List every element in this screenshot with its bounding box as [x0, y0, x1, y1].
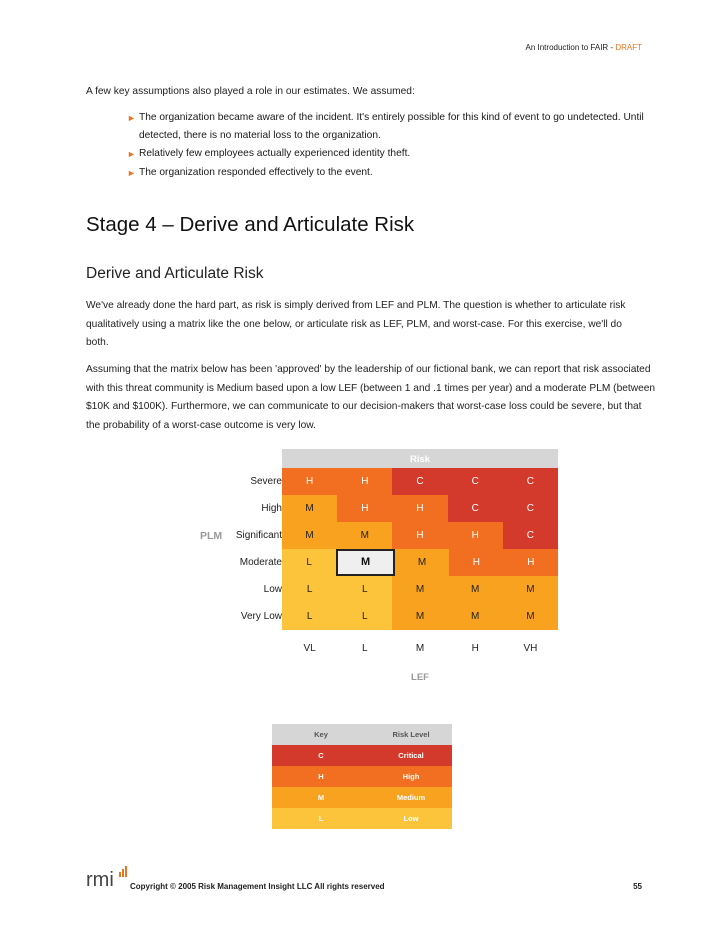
matrix-cell: H [448, 522, 503, 549]
table-row: H High [272, 766, 452, 787]
key-header-row [272, 724, 452, 745]
paragraph-2: Assuming that the matrix below has been 'approved' by the leadership of our fictional bank, we can report that risk associated with this threat community is Medium based upon a low LEF (between 1 and .1 times per year) and a moderate PLM (between $10K and $100K). Furthermore, we can communicate to our decision-makers that worst-case loss could be severe, but that the probability of a worst-case outcome is very low. [86, 364, 656, 431]
stage-heading: Stage 4 – Derive and Articulate Risk [86, 213, 415, 236]
list-item: ► Relatively few employees actually experienced identity theft. [127, 145, 667, 163]
matrix-cell: M [395, 549, 449, 576]
row-label: Low [263, 584, 282, 595]
matrix-cell: H [392, 495, 447, 522]
matrix-row [282, 549, 558, 576]
matrix-cell: H [337, 468, 392, 495]
section-heading: Derive and Articulate Risk [86, 265, 264, 282]
row-label: Significant [235, 530, 282, 541]
matrix-cell: H [449, 549, 503, 576]
matrix-cell: M [336, 549, 394, 576]
risk-level-header: Risk Level [392, 730, 430, 739]
column-label: L [362, 643, 368, 654]
matrix-cell: M [392, 603, 447, 630]
matrix-cell: M [448, 603, 503, 630]
header-title: An Introduction to FAIR - [525, 43, 616, 52]
matrix-cell: C [448, 468, 503, 495]
matrix-cell: H [337, 495, 392, 522]
rmi-logo-icon [86, 866, 130, 888]
matrix-cell: L [337, 603, 392, 630]
page-number: 55 [633, 882, 642, 891]
lef-axis-label: LEF [411, 672, 429, 683]
draft-label: DRAFT [615, 43, 642, 52]
plm-row-labels [162, 468, 282, 630]
matrix-grid [282, 468, 558, 630]
row-label: Severe [250, 476, 282, 487]
table-row: C Critical [272, 745, 452, 766]
bullet-arrow-icon: ► [127, 167, 136, 178]
column-label: H [471, 643, 479, 654]
key-header: Key [314, 730, 328, 739]
bullet-arrow-icon: ► [127, 113, 136, 123]
risk-matrix [282, 449, 558, 630]
matrix-cell: M [503, 603, 558, 630]
matrix-cell: C [503, 522, 558, 549]
table-row: L Low [272, 808, 452, 829]
intro-text: A few key assumptions also played a role in our estimates. We assumed: [86, 86, 415, 97]
matrix-cell: H [392, 522, 447, 549]
matrix-cell: H [504, 549, 558, 576]
matrix-cell: C [392, 468, 447, 495]
plm-axis-label: PLM [200, 530, 223, 542]
table-row: M Medium [272, 787, 452, 808]
matrix-cell: M [337, 522, 392, 549]
paragraph-1: We've already done the hard part, as risk is simply derived from LEF and PLM. The question is whether to articulate risk qualitatively using a matrix like the one below, or articulate risk as LEF, PLM, and worst-case. For this exercise, we'll do both. [86, 300, 626, 348]
matrix-cell: M [282, 522, 337, 549]
matrix-cell: M [503, 576, 558, 603]
row-label: Very Low [240, 611, 282, 622]
row-label: Moderate [239, 557, 282, 568]
matrix-cell: C [503, 468, 558, 495]
logo-text: rmi [86, 869, 114, 888]
risk-axis-label: Risk [282, 449, 558, 468]
column-label: VL [303, 643, 316, 654]
matrix-row [282, 603, 558, 630]
matrix-cell: M [448, 576, 503, 603]
rmi-logo [86, 866, 130, 893]
matrix-cell: H [282, 468, 337, 495]
page-header [526, 43, 643, 52]
matrix-cell: L [282, 603, 337, 630]
assumption-list [127, 109, 667, 182]
lef-column-labels [282, 643, 558, 654]
matrix-cell: L [337, 576, 392, 603]
matrix-cell: L [282, 576, 337, 603]
matrix-row [282, 522, 558, 549]
matrix-cell: M [392, 576, 447, 603]
bullet-arrow-icon: ► [127, 149, 136, 160]
column-label: M [415, 643, 425, 654]
matrix-row [282, 468, 558, 495]
matrix-cell: C [503, 495, 558, 522]
matrix-cell: M [282, 495, 337, 522]
matrix-row [282, 495, 558, 522]
copyright-text: Copyright © 2005 Risk Management Insight LLC All rights reserved [130, 882, 385, 891]
row-label: High [261, 503, 282, 514]
matrix-cell: L [282, 549, 336, 576]
list-item: ► The organization became aware of the incident. It's entirely possible for this kind of event to go undetected. Until detected, there is no material loss to the organization. [127, 109, 667, 145]
matrix-row [282, 576, 558, 603]
list-item: ► The organization responded effectively to the event. [127, 164, 667, 182]
risk-key-table [272, 724, 452, 829]
column-label: VH [523, 643, 538, 654]
matrix-cell: C [448, 495, 503, 522]
